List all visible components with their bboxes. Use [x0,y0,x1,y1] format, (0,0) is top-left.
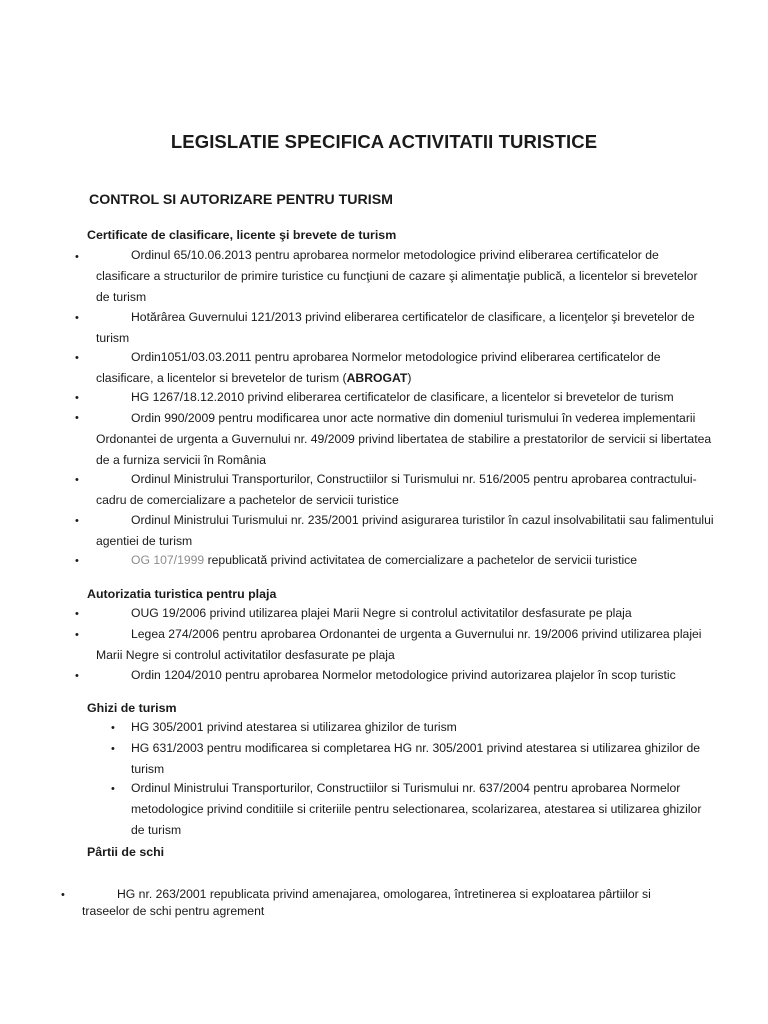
list-item-line: Ordonantei de urgenta a Guvernului nr. 49/2009 privind libertatea de stabilire a prestatorilor de servicii si libertatea [96,432,712,446]
list-item-line: cadru de comercializare a pachetelor de servicii turistice [96,493,399,507]
bullet-icon: • [75,352,79,364]
list-item-line: Legea 274/2006 pentru aprobarea Ordonantei de urgenta a Guvernului nr. 19/2006 privind utilizarea plajei [131,627,702,641]
list-item-line: Ordin1051/03.03.2011 pentru aprobarea Normelor metodologice privind eliberarea certificatelor de [131,350,661,364]
bullet-icon: • [111,743,115,755]
bullet-icon: • [75,629,79,641]
list-item-line: turism [96,331,130,345]
list-item-line: Ordin 990/2009 pentru modificarea unor acte normative din domeniul turismului în vederea implementarii [131,411,696,425]
bullet-icon: • [75,670,79,682]
section-heading-ski-slopes: Pârtii de schi [87,845,165,859]
og-107-1999-link[interactable]: OG 107/1999 [131,553,205,567]
bullet-icon: • [75,392,79,404]
section-subtitle: CONTROL SI AUTORIZARE PENTRU TURISM [89,192,393,208]
list-item-line: Ordinul Ministrului Transporturilor, Constructiilor si Turismului nr. 516/2005 pentru aprobarea contractului- [131,472,697,486]
list-item-line [96,371,411,385]
list-item-line: agentiei de turism [96,534,193,548]
list-item-line: HG nr. 263/2001 republicata privind amenajarea, omologarea, întretinerea si exploatarea pârtiilor si [117,887,651,901]
bullet-icon: • [75,608,79,620]
bullet-icon: • [61,889,65,901]
list-item-line: traseelor de schi pentru agrement [82,904,265,918]
section-heading-guides: Ghizi de turism [87,701,177,715]
document-title: LEGISLATIE SPECIFICA ACTIVITATII TURISTICE [170,131,598,152]
list-item-text: clasificare, a licentelor si brevetelor de turism ( [96,371,347,385]
list-item-line [131,553,637,567]
bullet-icon: • [75,312,79,324]
list-item-line: OUG 19/2006 privind utilizarea plajei Marii Negre si controlul activitatilor desfasurate pe plaja [131,606,632,620]
list-item-line: Hotărârea Guvernului 121/2013 privind eliberarea certificatelor de clasificare, a licenţelor şi brevetelor de [131,310,695,324]
list-item-line: de turism [96,290,147,304]
section-heading-certificates: Certificate de clasificare, licente şi brevete de turism [87,228,397,242]
list-item-line: metodologice privind conditiile si criteriile pentru selectionarea, scolarizarea, atestarea si utilizarea ghizilor [131,802,702,816]
bullet-icon: • [75,515,79,527]
list-item-line: Ordin 1204/2010 pentru aprobarea Normelor metodologice privind autorizarea plajelor în scop turistic [131,668,676,682]
list-item-line: HG 1267/18.12.2010 privind eliberarea certificatelor de clasificare, a licentelor si brevetelor de turism [131,390,674,404]
bullet-icon: • [111,722,115,734]
list-item-line: clasificare a structurilor de primire turistice cu funcţiuni de cazare şi alimentaţie publică, a licentelor si brevetelor [96,269,698,283]
section-heading-beach: Autorizatia turistica pentru plaja [87,587,277,601]
list-item-line: de turism [131,823,182,837]
bullet-icon: • [75,474,79,486]
list-item-line: Ordinul 65/10.06.2013 pentru aprobarea normelor metodologice privind eliberarea certificatelor de [131,248,659,262]
bullet-icon: • [75,251,79,263]
list-item-line: turism [131,762,165,776]
list-item-line: de a furniza servicii în România [96,453,267,467]
list-item-text: republicată privind activitatea de comercializare a pachetelor de servicii turistice [204,553,638,567]
list-item-line: Ordinul Ministrului Transporturilor, Constructiilor si Turismului nr. 637/2004 pentru aprobarea Normelor [131,781,681,795]
bullet-icon: • [75,555,79,567]
list-item-line: HG 631/2003 pentru modificarea si completarea HG nr. 305/2001 privind atestarea si utilizarea ghizilor de [131,741,701,755]
list-item-line: Ordinul Ministrului Turismului nr. 235/2001 privind asigurarea turistilor în cazul insolvabilitatii sau falimentului [131,513,714,527]
list-item-text: ) [407,371,412,385]
bullet-icon: • [75,412,79,424]
list-item-line: Marii Negre si controlul activitatilor desfasurate pe plaja [96,648,395,662]
abrogat-badge: ABROGAT [346,371,408,385]
bullet-icon: • [111,783,115,795]
list-item-line: HG 305/2001 privind atestarea si utilizarea ghizilor de turism [131,720,457,734]
